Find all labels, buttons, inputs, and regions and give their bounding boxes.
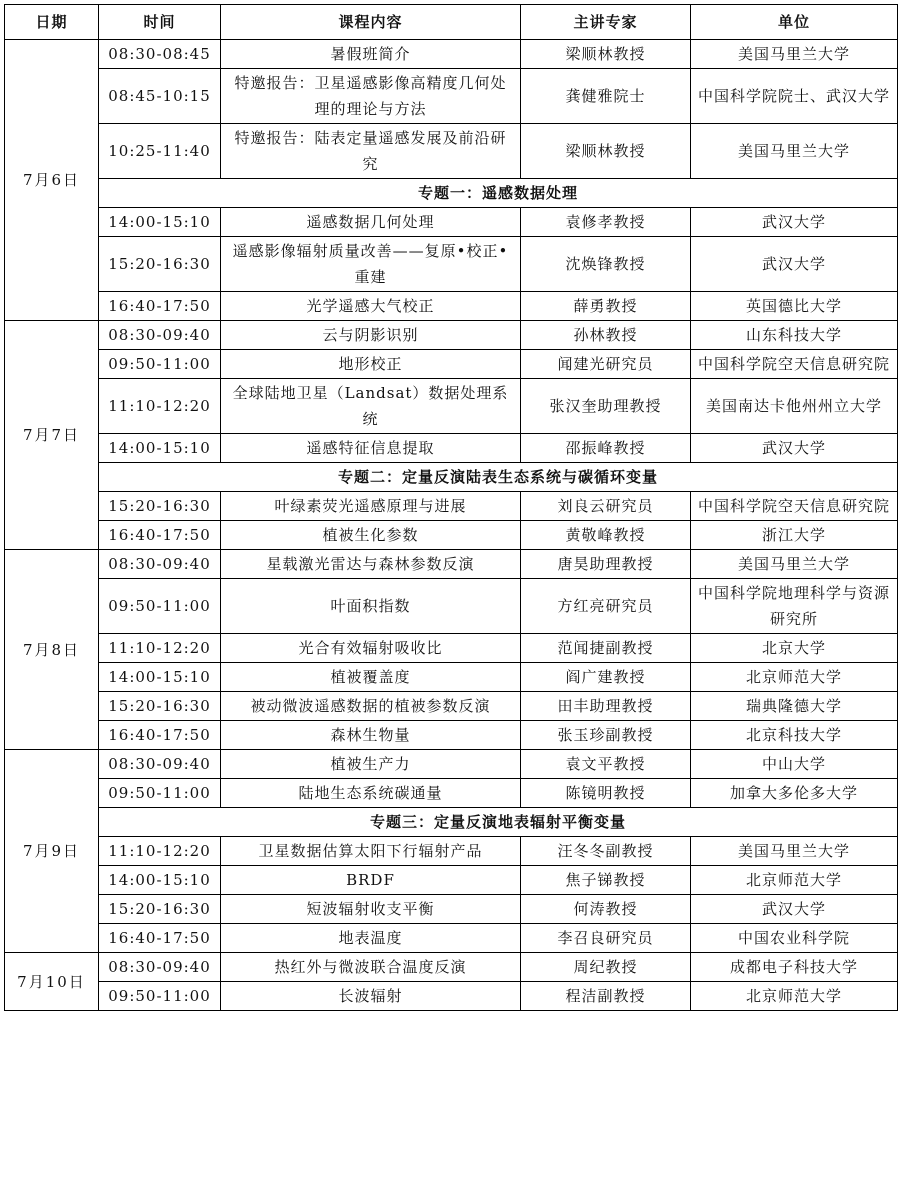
content-cell: 光合有效辐射吸收比 bbox=[221, 634, 521, 663]
table-row bbox=[5, 292, 898, 321]
topic-heading: 专题三：定量反演地表辐射平衡变量 bbox=[99, 808, 898, 837]
unit-cell: 英国德比大学 bbox=[691, 292, 898, 321]
topic-row bbox=[5, 463, 898, 492]
table-row bbox=[5, 550, 898, 579]
unit-cell: 山东科技大学 bbox=[691, 321, 898, 350]
content-cell: 长波辐射 bbox=[221, 982, 521, 1011]
time-cell: 08:30-09:40 bbox=[99, 550, 221, 579]
table-row bbox=[5, 521, 898, 550]
time-cell: 09:50-11:00 bbox=[99, 982, 221, 1011]
speaker-cell: 梁顺林教授 bbox=[521, 124, 691, 179]
speaker-cell: 沈焕锋教授 bbox=[521, 237, 691, 292]
speaker-cell: 邵振峰教授 bbox=[521, 434, 691, 463]
table-row bbox=[5, 379, 898, 434]
time-cell: 16:40-17:50 bbox=[99, 924, 221, 953]
date-cell: 7月8日 bbox=[5, 550, 99, 750]
speaker-cell: 陈镜明教授 bbox=[521, 779, 691, 808]
table-row bbox=[5, 779, 898, 808]
speaker-cell: 方红亮研究员 bbox=[521, 579, 691, 634]
speaker-cell: 何涛教授 bbox=[521, 895, 691, 924]
content-cell: 特邀报告：卫星遥感影像高精度几何处理的理论与方法 bbox=[221, 69, 521, 124]
unit-cell: 浙江大学 bbox=[691, 521, 898, 550]
unit-cell: 美国马里兰大学 bbox=[691, 124, 898, 179]
unit-cell: 北京科技大学 bbox=[691, 721, 898, 750]
speaker-cell: 黄敬峰教授 bbox=[521, 521, 691, 550]
content-cell: 被动微波遥感数据的植被参数反演 bbox=[221, 692, 521, 721]
content-cell: 遥感特征信息提取 bbox=[221, 434, 521, 463]
table-row bbox=[5, 982, 898, 1011]
speaker-cell: 龚健雅院士 bbox=[521, 69, 691, 124]
table-row bbox=[5, 692, 898, 721]
date-cell: 7月10日 bbox=[5, 953, 99, 1011]
header-date: 日期 bbox=[5, 5, 99, 40]
content-cell: 森林生物量 bbox=[221, 721, 521, 750]
content-cell: 遥感数据几何处理 bbox=[221, 208, 521, 237]
content-cell: 植被生产力 bbox=[221, 750, 521, 779]
time-cell: 11:10-12:20 bbox=[99, 837, 221, 866]
time-cell: 15:20-16:30 bbox=[99, 492, 221, 521]
table-row bbox=[5, 69, 898, 124]
time-cell: 08:30-08:45 bbox=[99, 40, 221, 69]
time-cell: 08:45-10:15 bbox=[99, 69, 221, 124]
time-cell: 09:50-11:00 bbox=[99, 350, 221, 379]
unit-cell: 武汉大学 bbox=[691, 434, 898, 463]
table-row bbox=[5, 40, 898, 69]
speaker-cell: 袁修孝教授 bbox=[521, 208, 691, 237]
content-cell: 星载激光雷达与森林参数反演 bbox=[221, 550, 521, 579]
time-cell: 08:30-09:40 bbox=[99, 953, 221, 982]
unit-cell: 中国科学院空天信息研究院 bbox=[691, 350, 898, 379]
speaker-cell: 梁顺林教授 bbox=[521, 40, 691, 69]
unit-cell: 北京师范大学 bbox=[691, 982, 898, 1011]
speaker-cell: 阎广建教授 bbox=[521, 663, 691, 692]
content-cell: 热红外与微波联合温度反演 bbox=[221, 953, 521, 982]
header-speaker: 主讲专家 bbox=[521, 5, 691, 40]
header-row bbox=[5, 5, 898, 40]
unit-cell: 武汉大学 bbox=[691, 895, 898, 924]
time-cell: 11:10-12:20 bbox=[99, 379, 221, 434]
speaker-cell: 孙林教授 bbox=[521, 321, 691, 350]
table-row bbox=[5, 124, 898, 179]
speaker-cell: 李召良研究员 bbox=[521, 924, 691, 953]
table-row bbox=[5, 953, 898, 982]
table-row bbox=[5, 866, 898, 895]
time-cell: 14:00-15:10 bbox=[99, 866, 221, 895]
content-cell: 陆地生态系统碳通量 bbox=[221, 779, 521, 808]
table-row bbox=[5, 321, 898, 350]
content-cell: 暑假班简介 bbox=[221, 40, 521, 69]
time-cell: 08:30-09:40 bbox=[99, 321, 221, 350]
unit-cell: 成都电子科技大学 bbox=[691, 953, 898, 982]
content-cell: BRDF bbox=[221, 866, 521, 895]
content-cell: 植被生化参数 bbox=[221, 521, 521, 550]
content-cell: 特邀报告：陆表定量遥感发展及前沿研究 bbox=[221, 124, 521, 179]
table-row bbox=[5, 837, 898, 866]
date-cell: 7月7日 bbox=[5, 321, 99, 550]
content-cell: 卫星数据估算太阳下行辐射产品 bbox=[221, 837, 521, 866]
schedule-table bbox=[4, 4, 898, 1011]
content-cell: 地表温度 bbox=[221, 924, 521, 953]
topic-row bbox=[5, 179, 898, 208]
table-row bbox=[5, 579, 898, 634]
speaker-cell: 张汉奎助理教授 bbox=[521, 379, 691, 434]
speaker-cell: 程洁副教授 bbox=[521, 982, 691, 1011]
unit-cell: 加拿大多伦多大学 bbox=[691, 779, 898, 808]
unit-cell: 美国南达卡他州州立大学 bbox=[691, 379, 898, 434]
unit-cell: 美国马里兰大学 bbox=[691, 550, 898, 579]
time-cell: 09:50-11:00 bbox=[99, 579, 221, 634]
content-cell: 叶面积指数 bbox=[221, 579, 521, 634]
speaker-cell: 袁文平教授 bbox=[521, 750, 691, 779]
unit-cell: 北京师范大学 bbox=[691, 663, 898, 692]
unit-cell: 武汉大学 bbox=[691, 237, 898, 292]
content-cell: 短波辐射收支平衡 bbox=[221, 895, 521, 924]
content-cell: 地形校正 bbox=[221, 350, 521, 379]
table-row bbox=[5, 350, 898, 379]
speaker-cell: 刘良云研究员 bbox=[521, 492, 691, 521]
table-row bbox=[5, 663, 898, 692]
content-cell: 叶绿素荧光遥感原理与进展 bbox=[221, 492, 521, 521]
content-cell: 云与阴影识别 bbox=[221, 321, 521, 350]
speaker-cell: 汪冬冬副教授 bbox=[521, 837, 691, 866]
unit-cell: 美国马里兰大学 bbox=[691, 837, 898, 866]
speaker-cell: 薛勇教授 bbox=[521, 292, 691, 321]
time-cell: 15:20-16:30 bbox=[99, 237, 221, 292]
table-row bbox=[5, 237, 898, 292]
content-cell: 遥感影像辐射质量改善——复原•校正•重建 bbox=[221, 237, 521, 292]
speaker-cell: 张玉珍副教授 bbox=[521, 721, 691, 750]
table-row bbox=[5, 924, 898, 953]
time-cell: 16:40-17:50 bbox=[99, 521, 221, 550]
time-cell: 16:40-17:50 bbox=[99, 292, 221, 321]
time-cell: 10:25-11:40 bbox=[99, 124, 221, 179]
speaker-cell: 范闻捷副教授 bbox=[521, 634, 691, 663]
content-cell: 全球陆地卫星（Landsat）数据处理系统 bbox=[221, 379, 521, 434]
table-row bbox=[5, 208, 898, 237]
unit-cell: 北京大学 bbox=[691, 634, 898, 663]
topic-heading: 专题二：定量反演陆表生态系统与碳循环变量 bbox=[99, 463, 898, 492]
speaker-cell: 唐昊助理教授 bbox=[521, 550, 691, 579]
time-cell: 14:00-15:10 bbox=[99, 208, 221, 237]
content-cell: 光学遥感大气校正 bbox=[221, 292, 521, 321]
speaker-cell: 周纪教授 bbox=[521, 953, 691, 982]
time-cell: 14:00-15:10 bbox=[99, 434, 221, 463]
speaker-cell: 田丰助理教授 bbox=[521, 692, 691, 721]
speaker-cell: 闻建光研究员 bbox=[521, 350, 691, 379]
header-content: 课程内容 bbox=[221, 5, 521, 40]
date-cell: 7月9日 bbox=[5, 750, 99, 953]
unit-cell: 中国科学院院士、武汉大学 bbox=[691, 69, 898, 124]
topic-row bbox=[5, 808, 898, 837]
time-cell: 16:40-17:50 bbox=[99, 721, 221, 750]
unit-cell: 瑞典隆德大学 bbox=[691, 692, 898, 721]
unit-cell: 北京师范大学 bbox=[691, 866, 898, 895]
time-cell: 09:50-11:00 bbox=[99, 779, 221, 808]
table-row bbox=[5, 434, 898, 463]
speaker-cell: 焦子锑教授 bbox=[521, 866, 691, 895]
header-time: 时间 bbox=[99, 5, 221, 40]
time-cell: 15:20-16:30 bbox=[99, 895, 221, 924]
time-cell: 14:00-15:10 bbox=[99, 663, 221, 692]
table-row bbox=[5, 492, 898, 521]
content-cell: 植被覆盖度 bbox=[221, 663, 521, 692]
date-cell: 7月6日 bbox=[5, 40, 99, 321]
topic-heading: 专题一：遥感数据处理 bbox=[99, 179, 898, 208]
table-row bbox=[5, 895, 898, 924]
table-row bbox=[5, 634, 898, 663]
table-row bbox=[5, 721, 898, 750]
table-row bbox=[5, 750, 898, 779]
unit-cell: 中国农业科学院 bbox=[691, 924, 898, 953]
unit-cell: 中山大学 bbox=[691, 750, 898, 779]
unit-cell: 美国马里兰大学 bbox=[691, 40, 898, 69]
time-cell: 11:10-12:20 bbox=[99, 634, 221, 663]
unit-cell: 中国科学院空天信息研究院 bbox=[691, 492, 898, 521]
header-unit: 单位 bbox=[691, 5, 898, 40]
time-cell: 08:30-09:40 bbox=[99, 750, 221, 779]
time-cell: 15:20-16:30 bbox=[99, 692, 221, 721]
unit-cell: 武汉大学 bbox=[691, 208, 898, 237]
unit-cell: 中国科学院地理科学与资源研究所 bbox=[691, 579, 898, 634]
